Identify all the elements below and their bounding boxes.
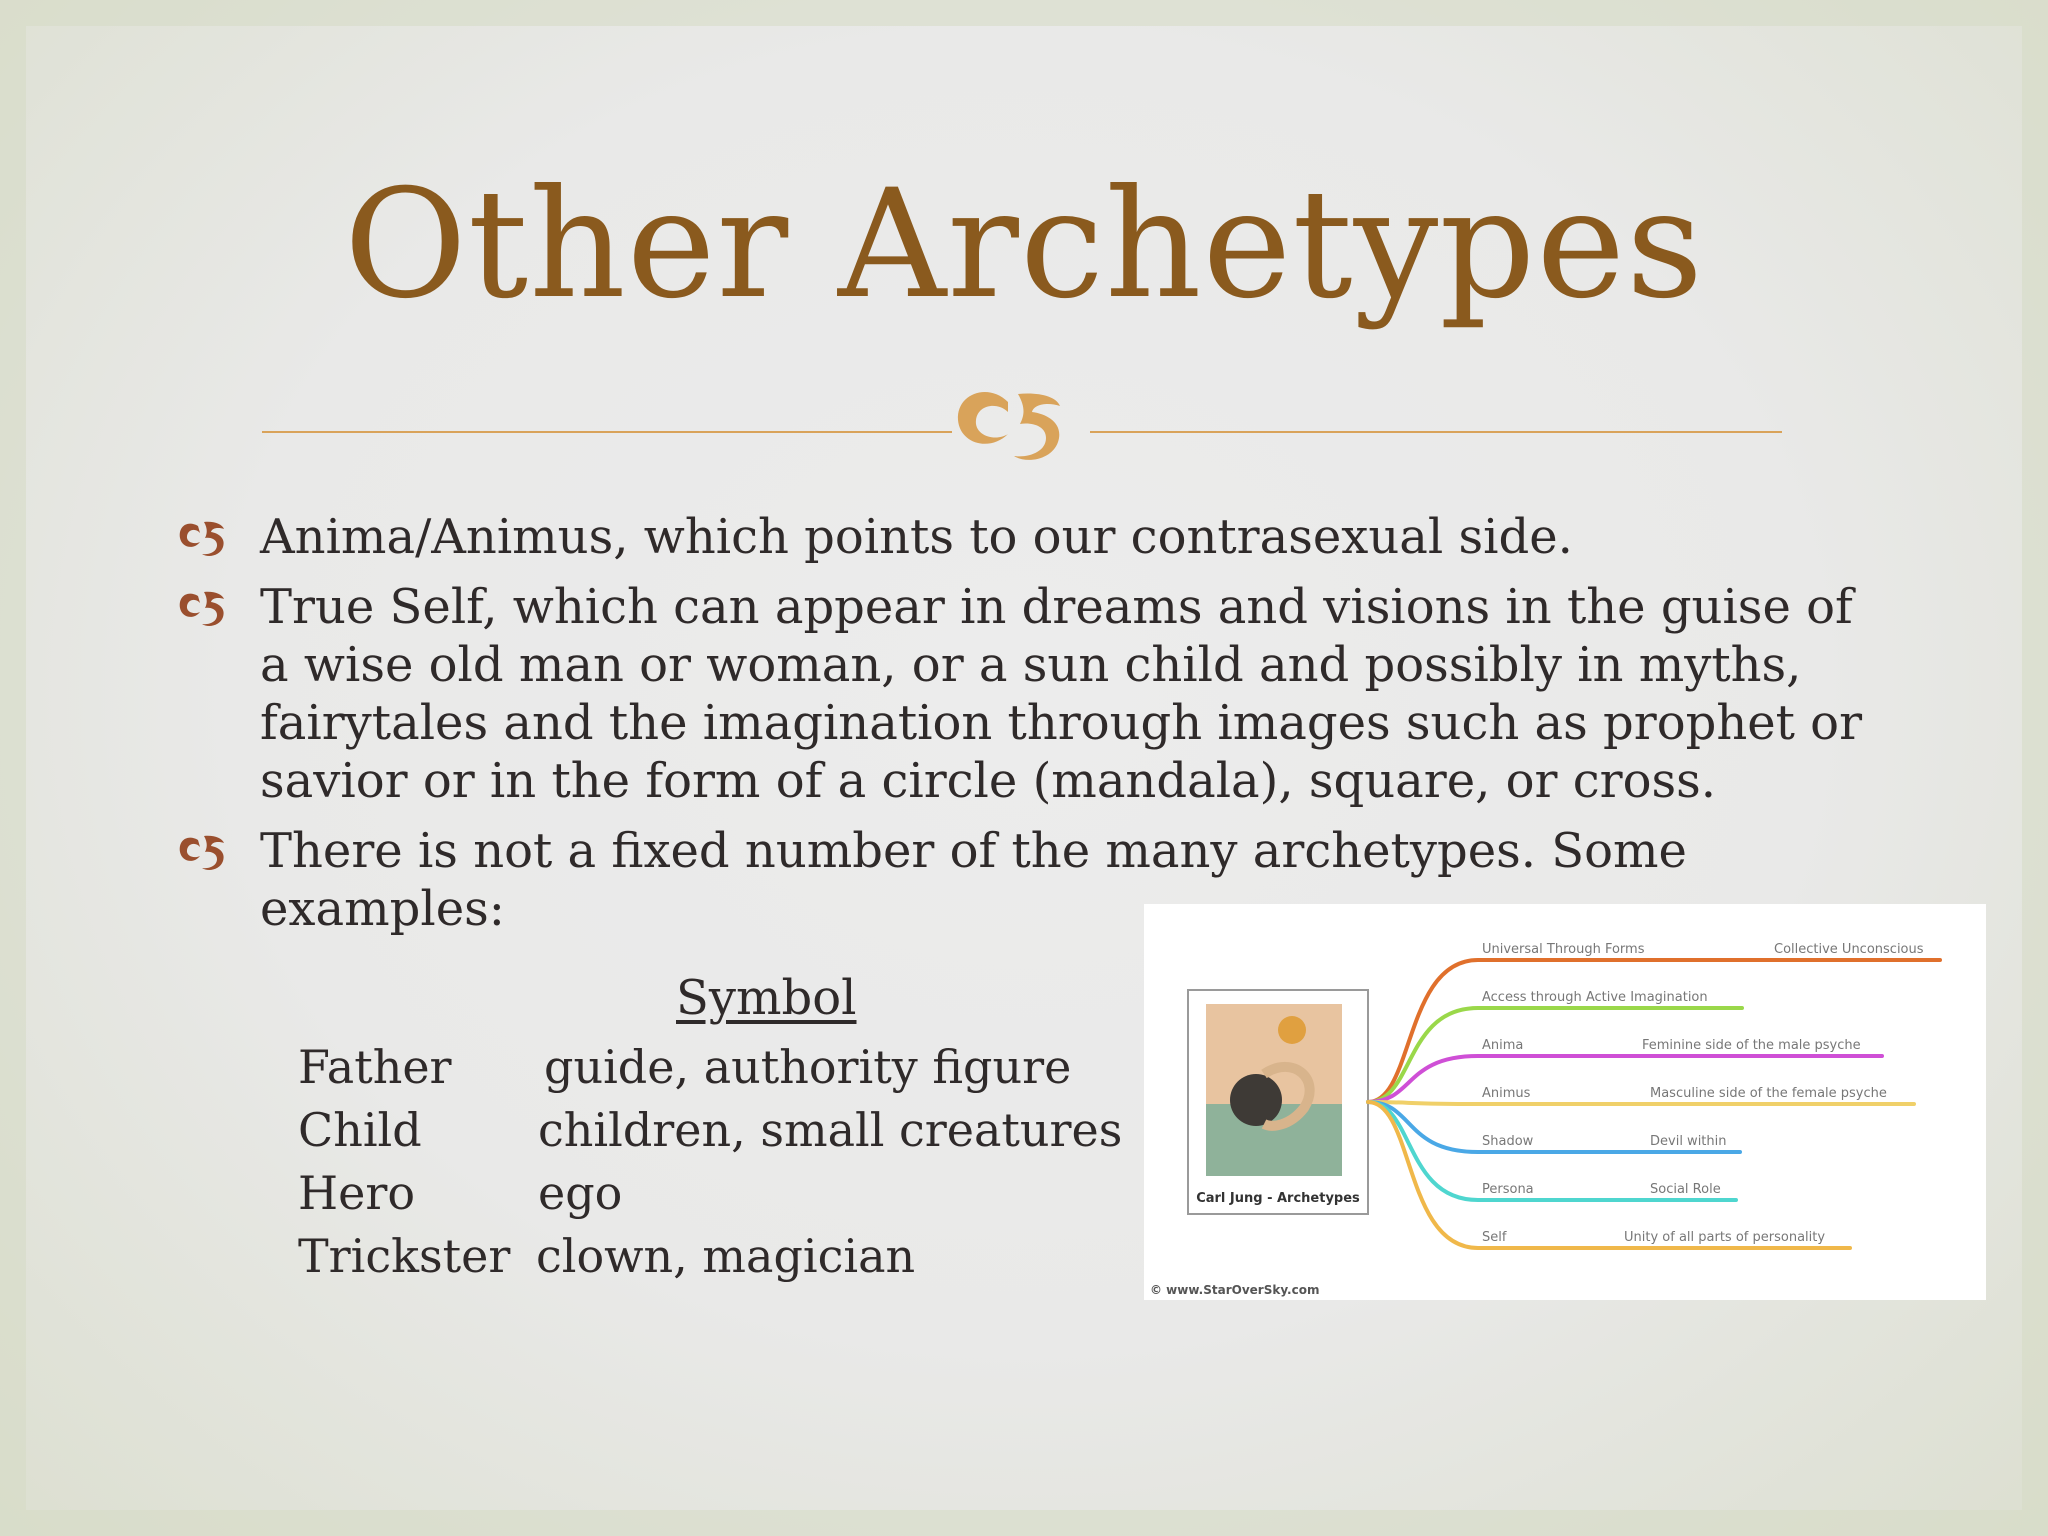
archetype-symbol: children, small creatures [538, 1103, 1123, 1157]
archetype-symbol: guide, authority figure [544, 1040, 1072, 1094]
bullet-item [176, 508, 1876, 566]
branch-label: Self [1482, 1230, 1507, 1245]
bullet-item [176, 578, 1876, 810]
title-divider-right [1090, 431, 1782, 433]
branch-description: Feminine side of the male psyche [1642, 1038, 1861, 1053]
fleuron-bullet-icon [176, 582, 240, 632]
globe-icon [1230, 1074, 1282, 1126]
branch-label: Animus [1482, 1086, 1531, 1101]
branch-description: Collective Unconscious [1774, 942, 1924, 957]
branch-line [1368, 960, 1940, 1102]
branch-description: Social Role [1650, 1182, 1721, 1197]
archetype-name: Child [298, 1103, 422, 1157]
jung-archetypes-mindmap [1144, 904, 1986, 1300]
bullet-list [176, 508, 1876, 950]
fleuron-bullet-icon [176, 826, 240, 876]
branch-label: Access through Active Imagination [1482, 990, 1708, 1005]
archetype-symbol: ego [538, 1166, 623, 1220]
card-caption: Carl Jung - Archetypes [1196, 1191, 1360, 1206]
slide-title: Other Archetypes [343, 158, 1705, 332]
sun-icon [1278, 1016, 1306, 1044]
archetype-symbol: clown, magician [536, 1229, 916, 1283]
branch-description: Masculine side of the female psyche [1650, 1086, 1887, 1101]
branch-label: Persona [1482, 1182, 1534, 1197]
copyright-text: © www.StarOverSky.com [1150, 1283, 1320, 1297]
archetype-name: Trickster [298, 1229, 511, 1283]
flourish-ornament-icon [948, 372, 1098, 472]
branch-label: Shadow [1482, 1134, 1534, 1149]
branch-line [1368, 1102, 1850, 1248]
archetype-name: Father [298, 1040, 452, 1094]
symbol-column-heading: Symbol [676, 970, 857, 1026]
title-divider-left [262, 431, 952, 433]
branch-line [1368, 1102, 1914, 1104]
branch-description: Unity of all parts of personality [1624, 1230, 1826, 1245]
fleuron-bullet-icon [176, 512, 240, 562]
branch-label: Anima [1482, 1038, 1524, 1053]
archetype-name: Hero [298, 1166, 416, 1220]
bullet-text: Anima/Animus, which points to our contrasexual side. [260, 509, 1573, 565]
mindmap-branches [1368, 942, 1940, 1248]
branch-label: Universal Through Forms [1482, 942, 1645, 957]
bullet-text: There is not a fixed number of the many archetypes. Some examples: [260, 823, 1687, 937]
bullet-text: True Self, which can appear in dreams and visions in the guise of a wise old man or woman, or a sun child and possibly in myths, fairytales and the imagination through images such as prophet or savior or in the form of a circle (mandala), square, or cross. [260, 579, 1863, 809]
branch-description: Devil within [1650, 1134, 1727, 1149]
